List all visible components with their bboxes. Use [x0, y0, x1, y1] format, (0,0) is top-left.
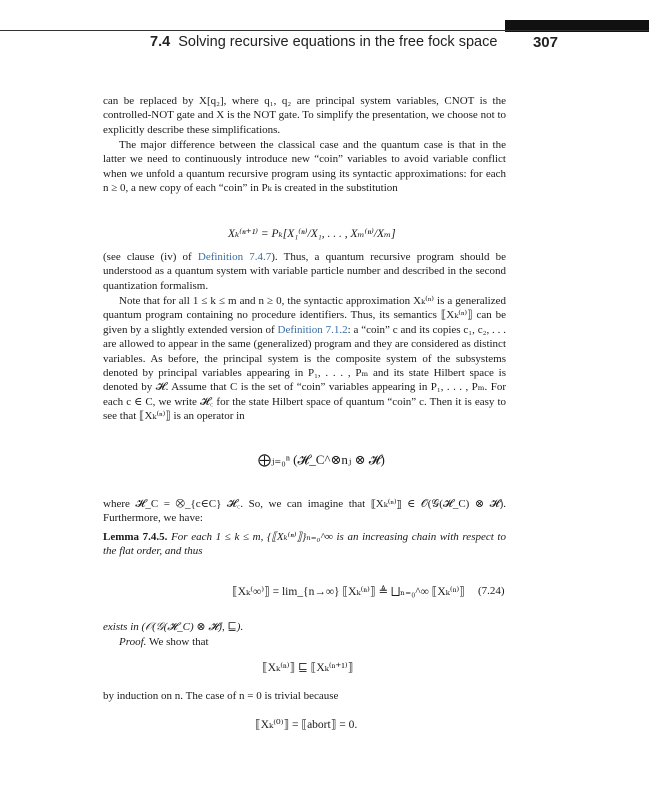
lemma-label: Lemma 7.4.5. — [103, 531, 168, 543]
paragraph-7 — [103, 689, 506, 703]
paragraph-3 — [103, 250, 506, 293]
equation-direct-sum — [258, 452, 385, 468]
paragraph-2 — [103, 138, 506, 196]
paragraph-6 — [103, 620, 506, 634]
paragraph-5 — [103, 497, 506, 526]
header-rule — [0, 30, 649, 31]
equation-limit — [232, 584, 465, 599]
running-header — [150, 34, 558, 56]
equation-induction — [262, 660, 353, 674]
page-number: 307 — [532, 34, 558, 51]
equation-number: (7.24) — [478, 585, 505, 597]
section-title: Solving recursive equations in the free fock space — [178, 34, 498, 50]
equation-limit-text: ⟦Xₖ⁽∞⁾⟧ = lim_{n→∞} ⟦Xₖ⁽ⁿ⁾⟧ ≜ ⨆ₙ₌₀^∞ ⟦Xₖ⁽ⁿ⁾⟧ — [232, 586, 465, 598]
paragraph-1 — [103, 94, 506, 137]
definition-7-1-2-link[interactable]: Definition 7.1.2 — [277, 323, 348, 336]
lemma-7-4-5 — [103, 530, 506, 559]
equation-direct-sum-text: ⨁ⱼ₌₀ⁿ (𝓗_C^⊗nⱼ ⊗ 𝓗) — [258, 452, 385, 467]
paragraph-4-text-a: Note that for all 1 ≤ k ≤ m and n ≥ 0, the syntactic approximation Xₖ⁽ⁿ⁾ is a generalized quantum program containing no procedure identifiers. Thus, its semantics ⟦Xₖ⁽ⁿ⁾⟧ can be given by a slightly extended version of — [103, 295, 506, 336]
equation-substitution — [228, 226, 396, 240]
definition-7-4-7-link[interactable]: Definition 7.4.7 — [197, 251, 272, 263]
paragraph-7-text: by induction on n. The case of n = 0 is trivial because — [103, 690, 339, 702]
paragraph-1-text: can be replaced by X[q₂], where q₁, q₂ are principal system variables, CNOT is the controlled-NOT gate and X is the NOT gate. To simplify the presentation, we choose not to explicitly describe these simplifications. — [103, 95, 506, 136]
section-number: 7.4 — [150, 34, 171, 50]
equation-base-case — [255, 717, 357, 731]
equation-substitution-text: Xₖ⁽ⁿ⁺¹⁾ = Pₖ[X₁⁽ⁿ⁾/X₁, . . . , Xₘ⁽ⁿ⁾/Xₘ] — [228, 228, 396, 240]
proof-label: Proof. — [119, 636, 147, 648]
proof — [103, 635, 506, 649]
paragraph-2-text: The major difference between the classical case and the quantum case is that in the latter we need to continuously introduce new “coin” variables to avoid variable conflict when we unfold a quantum recursive program using its syntactic approximations: for each n ≥ 0, a new copy of each “coin” in Pₖ is created in the substitution — [103, 139, 506, 195]
paragraph-4-text-b: : a “coin” c and its copies c₁, c₂, . . . are allowed to appear in the same (generalized) program and they are considered as distinct variables. As before, the principal system is the composite system of the subsystems denoted by principal variables appearing in P₁, . . . , Pₘ and its state Hilbert space is denoted by 𝓗. Assume that C is the set of “coin” variables appearing in P₁, . . . , Pₘ. For each c ∈ C, we write 𝓗꜀ for the state Hilbert space of quantum “coin” c. Then it is easy to see that ⟦Xₖ⁽ⁿ⁾⟧ is an operator in — [103, 323, 506, 423]
paragraph-6-text: exists in (𝒪(𝒢(𝓗_C) ⊗ 𝓗), ⊑). — [103, 621, 244, 633]
paragraph-3-text-b: ). Thus, a quantum recursive program should be understood as a quantum system with variable particle number and described in the second quantization formalism. — [103, 251, 506, 292]
paragraph-5-text: where 𝓗_C = ⨂_{c∈C} 𝓗꜀. So, we can imagine that ⟦Xₖ⁽ⁿ⁾⟧ ∈ 𝒪(𝒢(𝓗_C) ⊗ 𝓗). Furthermore, we have: — [103, 498, 506, 525]
lemma-text: For each 1 ≤ k ≤ m, {⟦Xₖ⁽ⁿ⁾⟧}ₙ₌₀^∞ is an increasing chain with respect to the flat order, and thus — [103, 531, 506, 558]
paragraph-4 — [103, 294, 506, 424]
paragraph-3-text-a: (see clause (iv) of — [103, 251, 198, 263]
equation-induction-text: ⟦Xₖ⁽ⁿ⁾⟧ ⊑ ⟦Xₖ⁽ⁿ⁺¹⁾⟧ — [262, 662, 354, 674]
equation-base-case-text: ⟦Xₖ⁽⁰⁾⟧ = ⟦abort⟧ = 0. — [255, 719, 358, 731]
proof-text: We show that — [148, 636, 209, 648]
